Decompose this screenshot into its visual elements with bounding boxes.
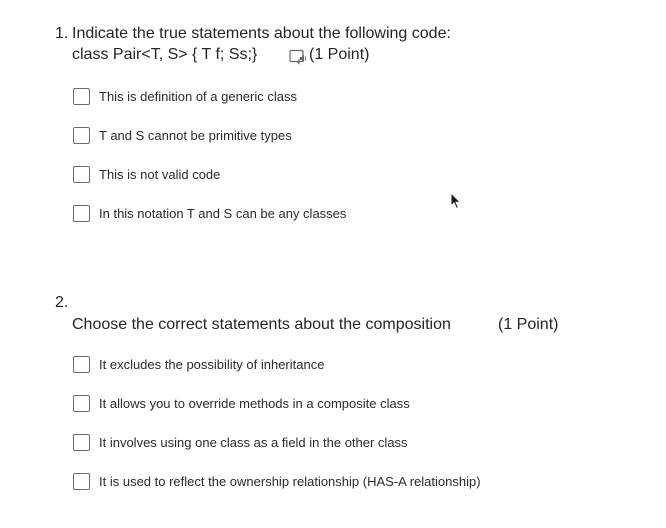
checkbox[interactable] — [73, 166, 90, 183]
checkbox[interactable] — [73, 88, 90, 105]
option-not-valid-code[interactable] — [73, 164, 220, 184]
option-label: This is not valid code — [99, 166, 221, 182]
checkbox[interactable] — [73, 127, 90, 144]
question-text: Indicate the true statements about the following code: — [72, 25, 451, 42]
option-override-methods[interactable] — [73, 393, 410, 413]
checkbox[interactable] — [73, 434, 90, 451]
question-points: (1 Point) — [498, 316, 559, 333]
question-number: 2. — [55, 294, 69, 311]
option-label: In this notation T and S can be any classes — [99, 205, 347, 221]
mouse-pointer-icon — [450, 192, 462, 210]
immersive-reader-audio-icon[interactable] — [289, 49, 307, 65]
option-label: It is used to reflect the ownership relationship (HAS-A relationship) — [99, 473, 481, 489]
question-number: 1. — [55, 25, 69, 42]
checkbox[interactable] — [73, 205, 90, 222]
checkbox[interactable] — [73, 473, 90, 490]
option-label: This is definition of a generic class — [99, 88, 297, 104]
option-label: It involves using one class as a field in the other class — [99, 434, 408, 450]
question-text: Choose the correct statements about the composition — [72, 316, 451, 333]
option-label: T and S cannot be primitive types — [99, 127, 292, 143]
checkbox[interactable] — [73, 356, 90, 373]
option-any-classes[interactable] — [73, 203, 346, 223]
option-label: It excludes the possibility of inheritance — [99, 356, 325, 372]
option-label: It allows you to override methods in a composite class — [99, 395, 410, 411]
checkbox[interactable] — [73, 395, 90, 412]
option-class-as-field[interactable] — [73, 432, 408, 452]
option-generic-class[interactable] — [73, 86, 297, 106]
option-excludes-inheritance[interactable] — [73, 354, 324, 374]
question-points: (1 Point) — [309, 46, 370, 63]
question-code: class Pair<T, S> { T f; Ss;} — [72, 46, 258, 63]
option-has-a-relationship[interactable] — [73, 471, 481, 491]
option-primitive-types[interactable] — [73, 125, 292, 145]
